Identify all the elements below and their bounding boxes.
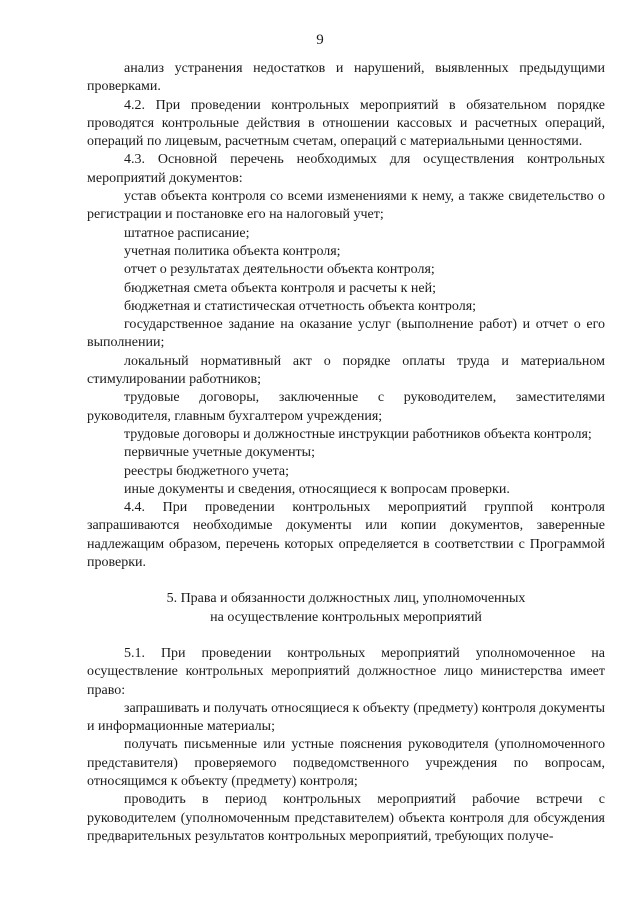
section-heading-line-2: на осуществление контрольных мероприятий [210, 609, 482, 625]
list-item: проводить в период контрольных мероприятий рабочие встречи с руководителем (уполномоченным представителем) объекта контроля для обсуждения предварительных результатов контрольных мероприятий, требующих получе- [87, 792, 605, 844]
paragraph: анализ устранения недостатков и нарушений, выявленных предыдущими проверками. [87, 61, 605, 95]
list-item: запрашивать и получать относящиеся к объекту (предмету) контроля документы и информационные материалы; [87, 700, 605, 735]
page-number: 9 [316, 32, 324, 48]
paragraph: 4.2. При проведении контрольных мероприятий в обязательном порядке проводятся контрольные действия в отношении кассовых и расчетных операций, операций по лицевым, расчетным счетам, операций с материальными ценностями. [87, 97, 605, 150]
section-heading-line-1: 5. Права и обязанности должностных лиц, уполномоченных [166, 591, 526, 607]
list-item: реестры бюджетного учета; [124, 463, 290, 479]
paragraph: 4.3. Основной перечень необходимых для осуществления контрольных мероприятий документов: [87, 152, 605, 186]
list-item: отчет о результатах деятельности объекта контроля; [124, 262, 435, 278]
list-item: локальный нормативный акт о порядке оплаты труда и материальном стимулировании работников; [87, 353, 605, 388]
list-item: штатное расписание; [124, 225, 250, 241]
paragraph: 5.1. При проведении контрольных мероприятий уполномоченное на осуществление контрольных мероприятий должностное лицо министерства имеет право: [87, 645, 605, 698]
list-item: устав объекта контроля со всеми изменениями к нему, а также свидетельство о регистрации и постановке его на налоговый учет; [87, 189, 605, 223]
list-item: получать письменные или устные пояснения руководителя (уполномоченного представителя) проверяемого подведомственного учреждения по вопросам, относящимся к объекту (предмету) контроля; [87, 737, 605, 789]
list-item: учетная политика объекта контроля; [124, 243, 341, 259]
section-heading [87, 590, 605, 627]
paragraph: 4.4. При проведении контрольных мероприятий группой контроля запрашиваются необходимые документы или копии документов, заверенные надлежащим образом, перечень которых определяется в соответствии с Программой проверки. [87, 500, 605, 571]
list-item: бюджетная и статистическая отчетность объекта контроля; [124, 298, 477, 314]
list-item: первичные учетные документы; [124, 445, 315, 461]
list-item: государственное задание на оказание услуг (выполнение работ) и отчет о его выполнении; [87, 317, 605, 351]
list-item: иные документы и сведения, относящиеся к вопросам проверки. [124, 481, 510, 497]
list-item: трудовые договоры, заключенные с руководителем, заместителями руководителя, главным бухгалтером учреждения; [87, 390, 605, 424]
paragraphs-after [87, 645, 605, 846]
paragraphs-before [87, 60, 605, 572]
list-item: бюджетная смета объекта контроля и расчеты к ней; [124, 280, 437, 296]
document-body [87, 60, 605, 846]
list-item: трудовые договоры и должностные инструкции работников объекта контроля; [124, 426, 592, 442]
